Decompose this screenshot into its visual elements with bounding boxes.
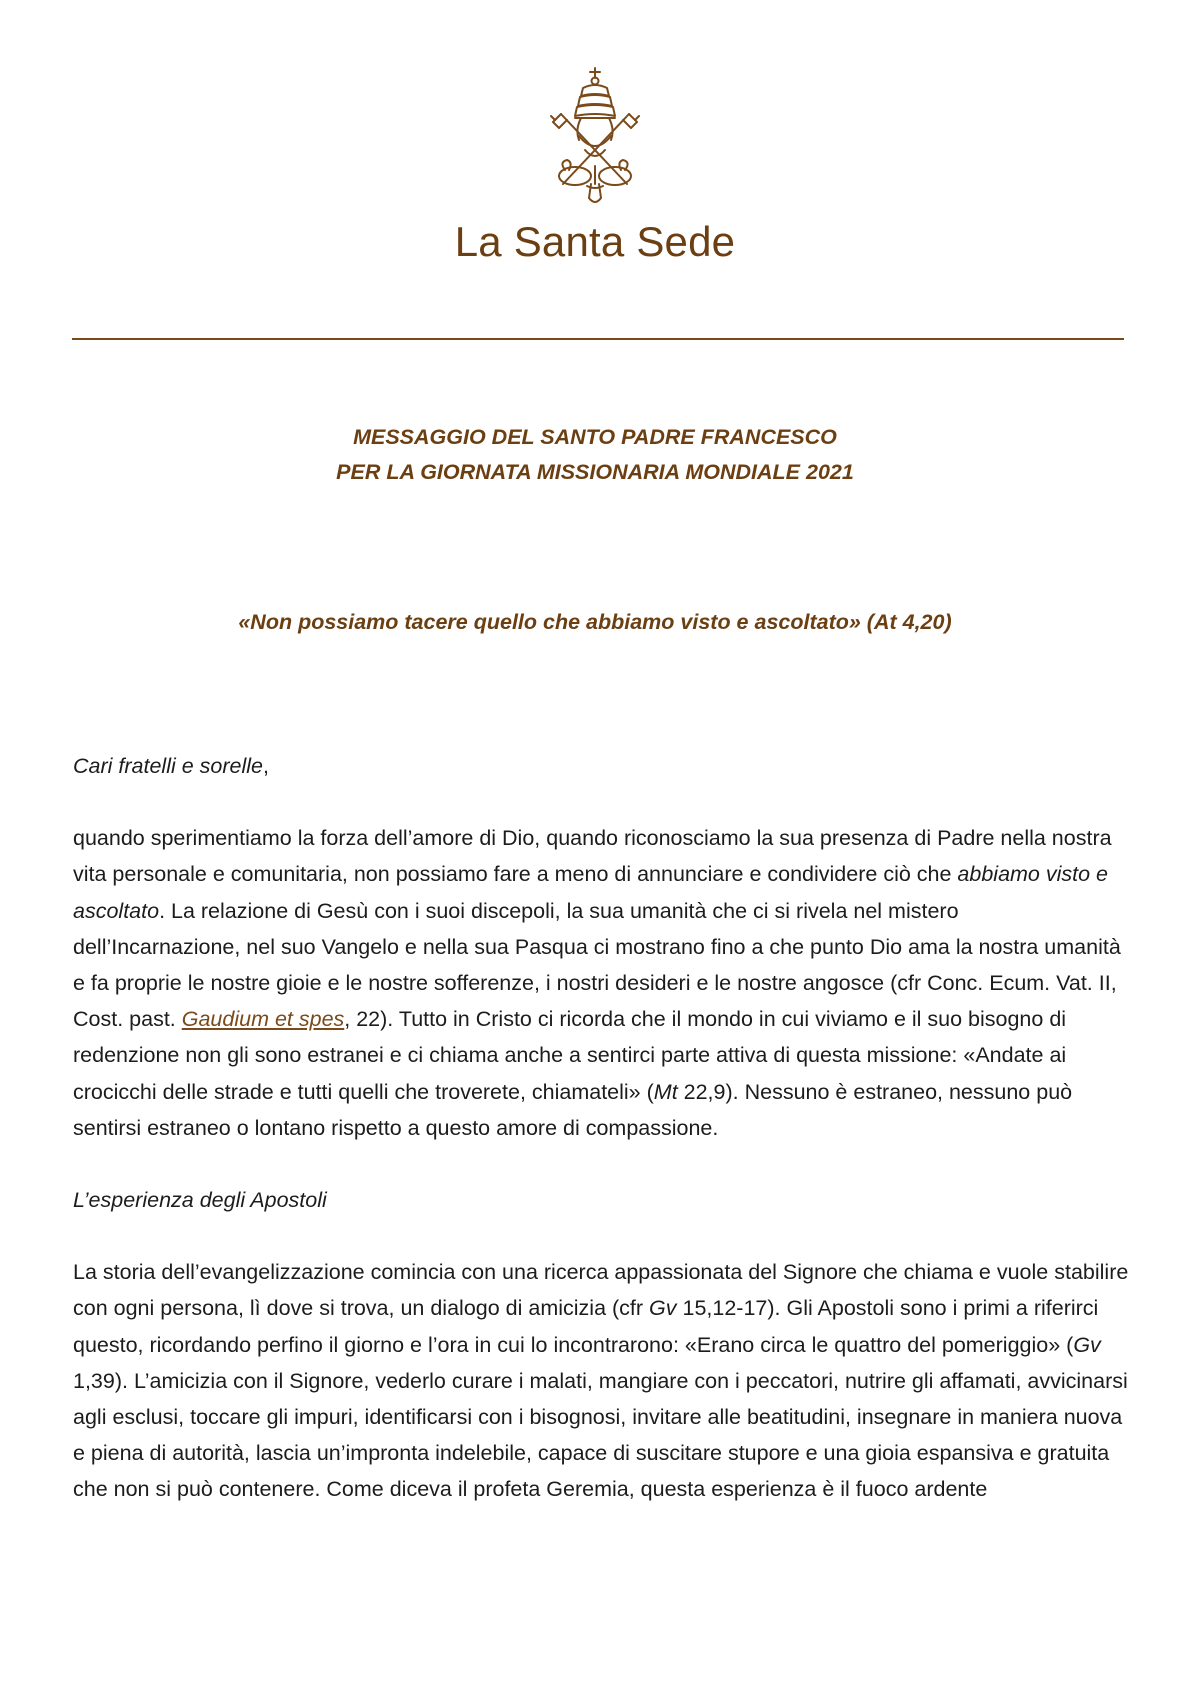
document-body [73, 748, 1131, 1544]
p2-text-e: 1,39). L’amicizia con il Signore, vederlo curare i malati, mangiare con i peccatori, nutrire gli affamati, avvicinarsi agli esclusi, toccare gli impuri, identificarsi con i bisognosi, invitare alle beatitudini, insegnare in maniera nuova e piena di autorità, lascia un’impronta indelebile, capace di suscitare stupore e una gioia espansiva e gratuita che non si può contenere. Come diceva il profeta Geremia, questa esperienza è il fuoco ardente [73, 1368, 1128, 1502]
p1-italic-b: abbiamo visto e ascoltato [73, 862, 1109, 923]
section-heading: L’esperienza degli Apostoli [73, 1188, 327, 1213]
document-title [0, 420, 1190, 490]
greeting [73, 748, 1131, 784]
p1-text-f: 22,9). Nessuno è estraneo, nessuno può sentirsi estraneo o lontano rispetto a questo amore di compassione. [73, 1079, 1073, 1140]
paragraph-1 [73, 820, 1131, 1146]
p1-text-a: quando sperimentiamo la forza dell’amore di Dio, quando riconosciamo la sua presenza di Padre nella nostra vita personale e comunitaria, non possiamo fare a meno di annunciare e condividere ciò che [73, 826, 1112, 887]
p1-italic-e: Mt [653, 1079, 678, 1104]
paragraph-2 [73, 1254, 1131, 1507]
site-header [0, 66, 1190, 266]
title-line-1: MESSAGGIO DEL SANTO PADRE FRANCESCO [353, 425, 837, 449]
gaudium-et-spes-link[interactable]: Gaudium et spes [181, 1007, 345, 1032]
p1-text-d: , 22). Tutto in Cristo ci ricorda che il mondo in cui viviamo e il suo bisogno di redenzione non gli sono estranei e ci chiama anche a sentirci parte attiva di questa missione: «Andate ai crocicchi delle strade e tutti quelli che troverete, chiamateli» ( [73, 1007, 1067, 1104]
header-divider [72, 338, 1124, 340]
p2-text-a: La storia dell’evangelizzazione comincia con una ricerca appassionata del Signore che chiama e vuole stabilire con ogni persona, lì dove si trova, un dialogo di amicizia (cfr [73, 1260, 1129, 1321]
greeting-text: Cari fratelli e sorelle [73, 754, 263, 778]
p2-italic-d: Gv [1073, 1332, 1101, 1357]
p1-text-c: . La relazione di Gesù con i suoi discepoli, la sua umanità che ci si rivela nel mistero dell’Incarnazione, nel suo Vangelo e nella sua Pasqua ci mostrano fino a che punto Dio ama la nostra umanità e fa proprie le nostre gioie e le nostre sofferenze, i nostri desideri e le nostre angosce (cfr Conc. Ecum. Vat. II, Cost. past. [73, 898, 1121, 1032]
papal-coat-of-arms-icon [539, 66, 651, 208]
document-subtitle: «Non possiamo tacere quello che abbiamo visto e ascoltato» (At 4,20) [238, 610, 952, 634]
greeting-comma: , [262, 754, 269, 778]
p2-text-c: 15,12-17). Gli Apostoli sono i primi a riferirci questo, ricordando perfino il giorno e l’ora in cui lo incontrarono: «Erano circa le quattro del pomeriggio» ( [73, 1296, 1099, 1357]
title-line-2: PER LA GIORNATA MISSIONARIA MONDIALE 2021 [336, 460, 854, 484]
site-title: La Santa Sede [454, 218, 736, 265]
p2-italic-b: Gv [649, 1296, 677, 1321]
